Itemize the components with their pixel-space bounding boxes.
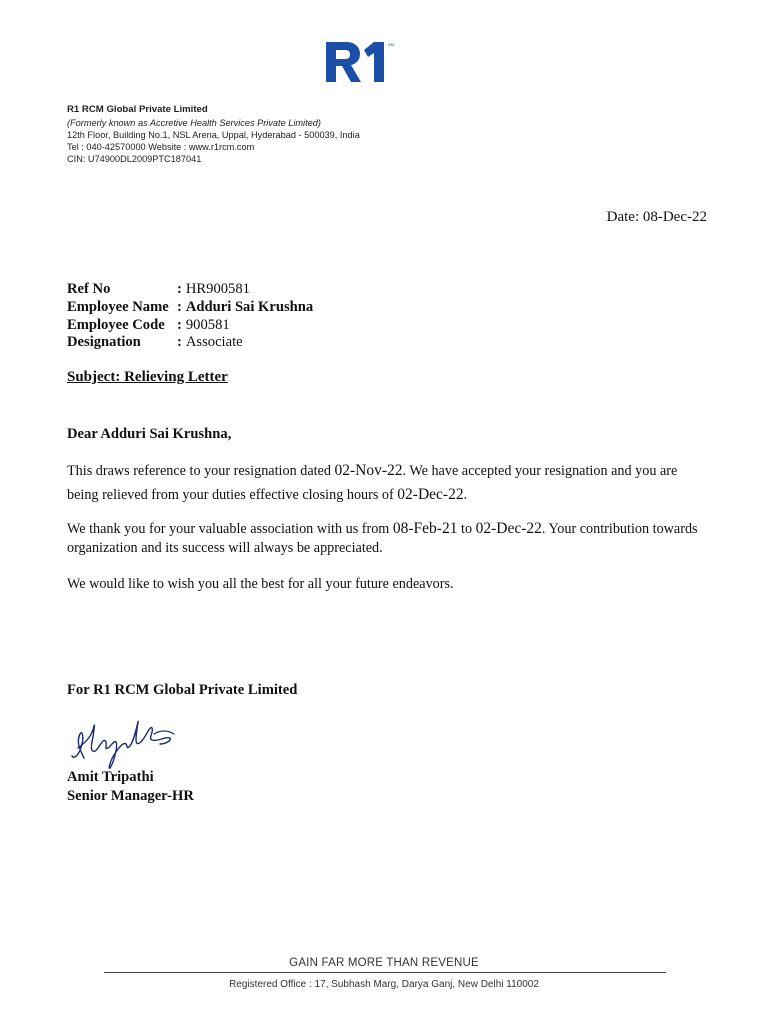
salutation: Dear Adduri Sai Krushna, bbox=[67, 426, 232, 442]
footer-tagline: GAIN FAR MORE THAN REVENUE bbox=[289, 957, 479, 969]
designation-colon: : bbox=[177, 334, 182, 350]
association-to-date: 02-Dec-22 bbox=[475, 520, 542, 537]
association-from-date: 08-Feb-21 bbox=[392, 520, 458, 537]
letterhead-cin: CIN: U74900DL2009PTC187041 bbox=[67, 154, 202, 164]
signer-title: Senior Manager-HR bbox=[67, 788, 194, 804]
employee-name-colon: : bbox=[177, 299, 182, 315]
designation-row bbox=[67, 333, 243, 351]
footer-registered-office: Registered Office : 17, Subhash Marg, Darya Ganj, New Delhi 110002 bbox=[229, 979, 539, 990]
p2-text-a: We thank you for your valuable association with us from bbox=[67, 521, 393, 537]
body-paragraph-1 bbox=[67, 459, 707, 507]
p2-text-b: to bbox=[457, 521, 476, 537]
employee-code-label: Employee Code bbox=[67, 317, 165, 333]
ref-no-colon: : bbox=[177, 281, 182, 297]
date-value: 08-Dec-22 bbox=[642, 209, 707, 225]
p2-text-c: . Your contribution towards organization and its success will always be appreciated. bbox=[67, 521, 698, 556]
letterhead-formerly: (Formerly known as Accretive Health Services Private Limited) bbox=[67, 118, 321, 128]
employee-name-row bbox=[67, 298, 313, 316]
body-paragraph-3: We would like to wish you all the best for all your future endeavors. bbox=[67, 576, 454, 592]
designation-label: Designation bbox=[67, 334, 141, 350]
employee-code-colon: : bbox=[177, 317, 182, 333]
ref-no-row bbox=[67, 280, 250, 298]
relieving-date: 02-Dec-22 bbox=[397, 486, 464, 503]
company-logo bbox=[324, 40, 394, 84]
p1-text-a: This draws reference to your resignation dated bbox=[67, 463, 335, 479]
letterhead-contact: Tel : 040-42570000 Website : www.r1rcm.com bbox=[67, 142, 255, 152]
employee-code-row bbox=[67, 316, 230, 334]
signature-image bbox=[70, 712, 180, 772]
footer-divider bbox=[104, 972, 666, 973]
employee-code-value: 900581 bbox=[185, 317, 230, 333]
for-company: For R1 RCM Global Private Limited bbox=[67, 682, 298, 698]
date-label: Date: bbox=[606, 209, 640, 225]
signer-name: Amit Tripathi bbox=[67, 769, 154, 785]
p1-text-b: . We have accepted your resignation and you are being relieved from your duties effective closing hours of bbox=[67, 463, 678, 503]
letterhead-address: 12th Floor, Building No.1, NSL Arena, Uppal, Hyderabad - 500039, India bbox=[67, 130, 360, 140]
body-paragraph-2 bbox=[67, 519, 707, 558]
letterhead-company-name: R1 RCM Global Private Limited bbox=[67, 104, 208, 115]
employee-name-label: Employee Name bbox=[67, 299, 169, 315]
letter-subject: Subject: Relieving Letter bbox=[67, 369, 228, 385]
ref-no-label: Ref No bbox=[67, 281, 111, 297]
letter-date bbox=[607, 209, 707, 226]
logo-service-mark: SM bbox=[388, 42, 394, 47]
designation-value: Associate bbox=[185, 334, 243, 350]
employee-name-value: Adduri Sai Krushna bbox=[185, 299, 314, 315]
ref-no-value: HR900581 bbox=[185, 281, 250, 297]
p1-text-c: . bbox=[463, 487, 468, 503]
resignation-date: 02-Nov-22 bbox=[334, 462, 403, 479]
